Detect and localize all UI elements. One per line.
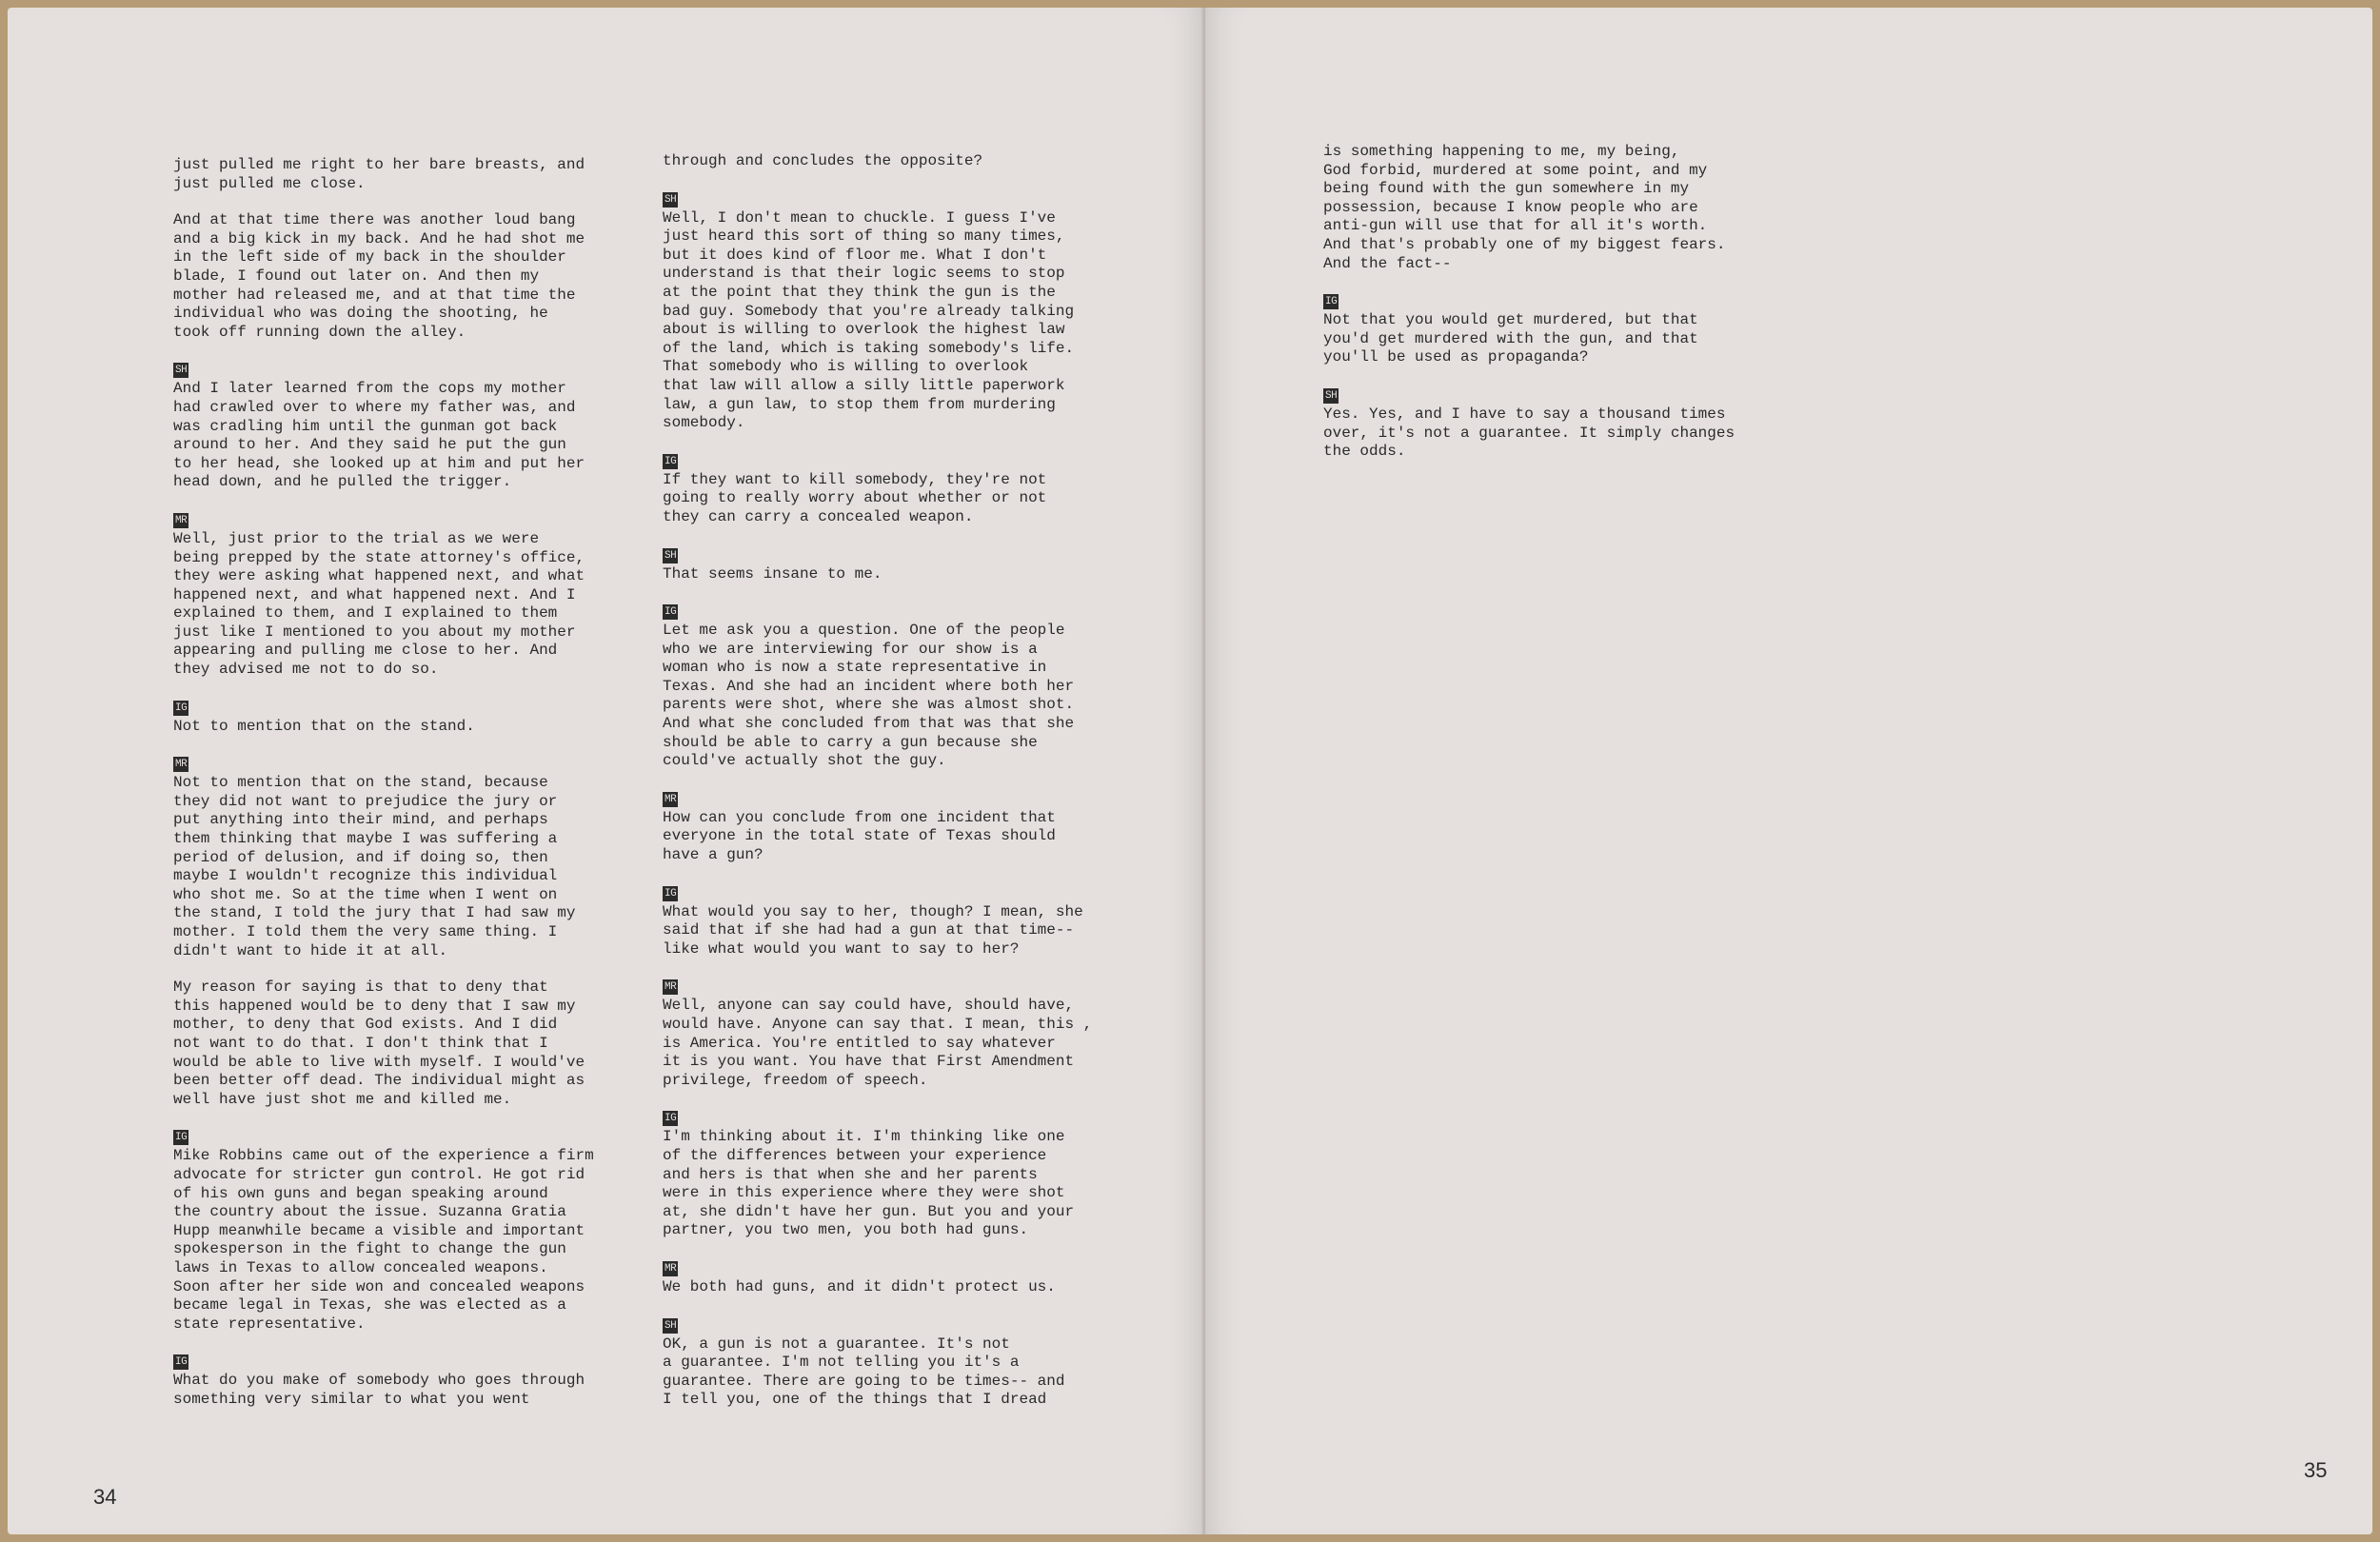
transcript-text: Not to mention that on the stand. [173, 717, 475, 735]
transcript-text: Well, I don't mean to chuckle. I guess I've just heard this sort of thing so many times, but it does kind of floor me. What I don't understand is that their logic seems to stop at the point that they think the gun is the bad guy. Somebody that you're already talking about is willing to overlook the highest law of the land, which is taking somebody's life. That somebody who is willing to overlook that law will allow a silly little paperwork law, a gun law, to stop them from murdering somebody. [663, 208, 1075, 432]
transcript-text: Not to mention that on the stand, because they did not want to prejudice the jury or put anything into their mind, and perhaps them thinking that maybe I was suffering a period of delusion, and if doing so, then maybe I wouldn't recognize this individual who shot me. So at the time when I went on the stand, I told the jury that I had saw my mother. I told them the very same thing. I didn't want to hide it at all. [173, 774, 576, 959]
speaker-tag: SH [1325, 389, 1338, 402]
transcript-text: is something happening to me, my being, God forbid, murdered at some point, and my being found with the gun somewhere in my possession, because I know people who are anti-gun will use that for all it's worth. And that's probably one of my biggest fears. And the fact-- [1323, 143, 1726, 272]
transcript-block [663, 189, 1120, 433]
transcript-text: And at that time there was another loud bang and a big kick in my back. And he had shot me in the left side of my back in the shoulder blade, I found out later on. And then my mother had released me, and at that time the individual who was doing the shooting, he took off running down the alley. [173, 211, 585, 341]
transcript-text: I'm thinking about it. I'm thinking like one of the differences between your experience and hers is that when she and her parents were in this experience where they were shot at, she didn't have her gun. But you and your partner, you two men, you both had guns. [663, 1128, 1075, 1239]
speaker-tag: IG [175, 702, 188, 714]
transcript-block [663, 789, 1120, 865]
speaker-tag: MR [664, 793, 677, 805]
right-page-column [1323, 143, 1780, 480]
transcript-block [663, 1315, 1120, 1410]
transcript-text: And I later learned from the cops my mother had crawled over to where my father was, and was cradling him until the gunman got back around to her. And they said he put the gun to her head, she looked up at him and put her head down, and he pulled the trigger. [173, 380, 585, 491]
transcript-text: We both had guns, and it didn't protect us. [663, 1277, 1056, 1295]
transcript-block [173, 1352, 621, 1409]
speaker-tag: MR [664, 981, 677, 994]
transcript-text: That seems insane to me. [663, 564, 883, 583]
transcript-block [173, 510, 621, 680]
transcript-text: just pulled me right to her bare breasts, and just pulled me close. [173, 156, 585, 192]
transcript-block [663, 451, 1120, 527]
transcript-block [173, 979, 621, 1109]
speaker-tag: IG [175, 1132, 188, 1144]
transcript-text: Let me ask you a question. One of the people who we are interviewing for our show is a woman who is now a state representative in Texas. And she had an incident where both her parents were shot, where she was almost shot. And what she concluded from that was that she should be able to carry a gun because she could've actually shot the guy. [663, 622, 1075, 770]
transcript-text: What would you say to her, though? I mean, she said that if she had had a gun at that time-- like what would you want to say to her? [663, 902, 1083, 958]
transcript-block [663, 1258, 1120, 1297]
transcript-text: Not that you would get murdered, but that you'd get murdered with the gun, and that you'll be used as propaganda? [1323, 311, 1698, 366]
page-number-left: 34 [93, 1485, 117, 1509]
transcript-text: Mike Robbins came out of the experience a firm advocate for stricter gun control. He got rid of his own guns and began speaking around the country about the issue. Suzanna Gratia Hupp meanwhile became a visible and important spokesperson in the fight to change the gun laws in Texas to allow concealed weapons. Soon after her side won and concealed weapons became legal in Texas, she was elected as a state representative. [173, 1147, 594, 1333]
speaker-tag: MR [175, 759, 188, 771]
transcript-text: Well, anyone can say could have, should have, would have. Anyone can say that. I mean, this , is America. You're entitled to say whatever it is you want. You have that First Amendment privilege, freedom of speech. [663, 997, 1093, 1089]
speaker-tag: IG [175, 1356, 188, 1369]
transcript-text: Yes. Yes, and I have to say a thousand times over, it's not a guarantee. It simply changes the odds. [1323, 405, 1735, 461]
speaker-tag: SH [664, 1319, 677, 1332]
transcript-block [663, 152, 1120, 171]
transcript-block [1323, 386, 1780, 462]
speaker-tag: IG [664, 1113, 677, 1125]
transcript-block [663, 883, 1120, 959]
transcript-block [1323, 291, 1780, 367]
speaker-tag: SH [664, 549, 677, 562]
speaker-tag: IG [1325, 296, 1338, 308]
transcript-block [663, 602, 1120, 771]
transcript-text: How can you conclude from one incident that everyone in the total state of Texas should have a gun? [663, 808, 1056, 864]
transcript-text: Well, just prior to the trial as we were being prepped by the state attorney's office, they were asking what happened next, and what happened next, and what happened next. And I explained to them, and I explained to them just like I mentioned to you about my mother appearing and pulling me close to her. And they advised me not to do so. [173, 529, 585, 679]
left-page-column-1 [173, 156, 621, 1427]
speaker-tag: IG [664, 606, 677, 619]
page-number-right: 35 [2304, 1458, 2328, 1482]
transcript-block [173, 754, 621, 960]
transcript-block [1323, 143, 1780, 273]
transcript-text: through and concludes the opposite? [663, 152, 983, 169]
speaker-tag: SH [175, 365, 188, 377]
transcript-block [173, 211, 621, 342]
left-page-column-2 [663, 152, 1120, 1428]
transcript-block [173, 156, 621, 193]
speaker-tag: MR [175, 514, 188, 526]
transcript-block [173, 1127, 621, 1334]
transcript-block [173, 360, 621, 492]
transcript-block [663, 1108, 1120, 1240]
transcript-text: My reason for saying is that to deny that this happened would be to deny that I saw my mother, to deny that God exists. And I did not want to do that. I don't think that I would be able to live with myself. I would've been better off dead. The individual might as well have just shot me and killed me. [173, 979, 585, 1108]
speaker-tag: IG [664, 887, 677, 900]
speaker-tag: SH [664, 193, 677, 206]
transcript-block [173, 698, 621, 737]
transcript-text: If they want to kill somebody, they're not going to really worry about whether or not they can carry a concealed weapon. [663, 470, 1047, 525]
speaker-tag: IG [664, 455, 677, 467]
transcript-text: OK, a gun is not a guarantee. It's not a guarantee. I'm not telling you it's a guarantee. There are going to be times-- and I tell you, one of the things that I dread [663, 1334, 1065, 1409]
transcript-block [663, 977, 1120, 1090]
transcript-block [663, 545, 1120, 584]
transcript-text: What do you make of somebody who goes through something very similar to what you went [173, 1372, 585, 1408]
speaker-tag: MR [664, 1262, 677, 1275]
